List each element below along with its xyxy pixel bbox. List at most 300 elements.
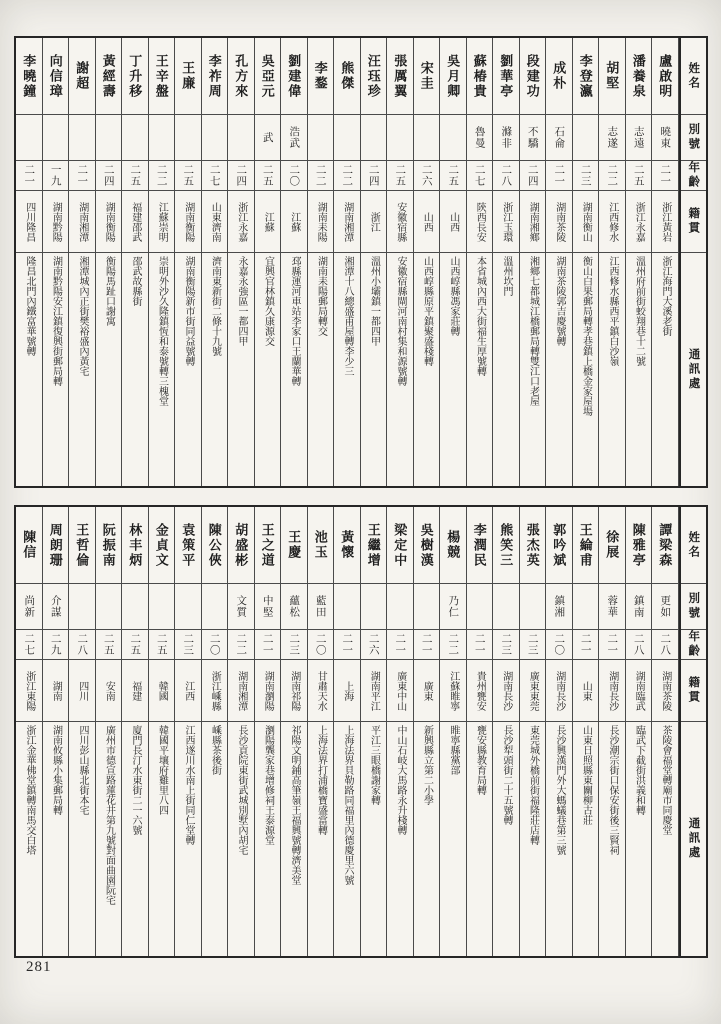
person-native-place: 湖南湘潭 (341, 201, 353, 242)
person-name: 林丰炳 (127, 522, 143, 568)
person-column (96, 38, 123, 486)
person-native-cell (387, 659, 413, 721)
person-column (387, 38, 414, 486)
person-native-cell (599, 190, 625, 252)
person-name-cell (599, 38, 625, 114)
person-address-cell (546, 721, 572, 956)
person-address-cell (467, 252, 493, 486)
person-name-cell (493, 38, 519, 114)
person-column (308, 507, 335, 956)
person-native-place: 韓國 (156, 680, 168, 701)
person-age: 二一 (420, 633, 432, 656)
person-native-place: 上海 (341, 680, 353, 701)
person-native-cell (122, 190, 148, 252)
person-native-place: 浙江永嘉 (633, 201, 645, 242)
person-age-cell (467, 629, 493, 659)
person-native-cell (652, 190, 678, 252)
person-age-cell (308, 629, 334, 659)
person-name: 王之道 (259, 522, 275, 568)
person-age: 二八 (500, 164, 512, 187)
person-native-place: 廣東東莞 (527, 670, 539, 711)
person-address-cell (43, 721, 69, 956)
person-column (493, 507, 520, 956)
person-name: 蘇椿貴 (471, 53, 487, 99)
person-name: 李曉鐘 (21, 53, 37, 99)
person-address: 湘鄉七都城江橋郵局轉雙江口老屋 (527, 256, 539, 406)
person-name: 黃懷 (339, 530, 355, 560)
person-native-place: 福建邵武 (129, 201, 141, 242)
person-alias-cell (122, 583, 148, 629)
person-native-cell (440, 190, 466, 252)
person-name: 金貞文 (153, 522, 169, 568)
directory-table-bottom (14, 505, 708, 958)
person-age: 二二 (606, 164, 618, 187)
person-name-cell (228, 507, 254, 583)
person-alias: 乃仁 (447, 595, 459, 618)
person-native-place: 山西 (447, 211, 459, 232)
person-native-cell (520, 190, 546, 252)
person-name-cell (96, 38, 122, 114)
person-name: 潘養泉 (630, 53, 646, 99)
person-address-cell (255, 721, 281, 956)
person-name-cell (149, 38, 175, 114)
person-age: 二二 (155, 164, 167, 187)
person-name: 李祚周 (206, 53, 222, 99)
person-native-place: 湖南衡陽 (182, 201, 194, 242)
person-alias-cell (202, 114, 228, 160)
person-column (16, 38, 43, 486)
person-alias-cell (440, 114, 466, 160)
header-alias-label: 別號 (687, 592, 700, 621)
person-column (43, 507, 70, 956)
person-age: 一九 (49, 164, 61, 187)
person-age: 二八 (76, 633, 88, 656)
person-name: 宋圭 (418, 61, 434, 91)
person-name: 胡堅 (604, 61, 620, 91)
person-age-cell (149, 629, 175, 659)
person-address: 上海法界貝勒路同福里內德慶里六號 (342, 725, 353, 885)
person-native-place: 浙江玉環 (500, 201, 512, 242)
person-age-cell (281, 629, 307, 659)
person-alias: 志遂 (606, 126, 618, 149)
person-address-cell (361, 721, 387, 956)
person-column (573, 38, 600, 486)
person-address: 睢寧縣黨部 (448, 725, 459, 775)
person-alias-cell (387, 583, 413, 629)
person-address-cell (308, 252, 334, 486)
person-native-cell (43, 659, 69, 721)
person-name-cell (599, 507, 625, 583)
person-age-cell (599, 629, 625, 659)
person-address-cell (255, 252, 281, 486)
person-native-cell (414, 190, 440, 252)
person-age-cell (546, 629, 572, 659)
person-name: 袁策平 (180, 522, 196, 568)
person-address: 長沙潮宗街口保安街後三賢祠 (607, 725, 618, 855)
person-age-cell (149, 160, 175, 190)
person-name: 王繼增 (365, 522, 381, 568)
person-age: 二一 (261, 633, 273, 656)
person-name-cell (202, 507, 228, 583)
person-alias-cell (149, 583, 175, 629)
person-age-cell (440, 160, 466, 190)
header-native-cell (681, 190, 707, 252)
person-age: 二五 (447, 164, 459, 187)
person-address: 祁陽文明鋪高筆嶺王福興號轉濟美堂 (289, 725, 300, 885)
person-address: 江西修水縣西平鎮白沙嶺 (607, 256, 618, 366)
person-address-cell (520, 721, 546, 956)
person-age-cell (361, 160, 387, 190)
person-native-place: 江蘇 (262, 211, 274, 232)
person-alias-cell (414, 114, 440, 160)
person-alias: 中堅 (261, 595, 273, 618)
person-address: 溫州府前街蛟翔巷十二號 (633, 256, 645, 366)
person-address: 長沙貢院東街武城別墅內胡宅 (236, 725, 247, 855)
person-name-cell (467, 38, 493, 114)
person-address-cell (149, 252, 175, 486)
person-name: 劉華亭 (498, 53, 514, 99)
person-native-cell (308, 190, 334, 252)
person-age-cell (414, 629, 440, 659)
person-native-place: 廣東 (421, 680, 433, 701)
person-address: 崇明外沙久隆鎮恆和泰號轉三槐堂 (156, 256, 168, 406)
person-column (573, 507, 600, 956)
person-name: 譚梁森 (657, 522, 673, 568)
person-alias-cell (361, 583, 387, 629)
person-column (149, 507, 176, 956)
person-column (361, 507, 388, 956)
person-address-cell (69, 721, 95, 956)
person-age-cell (440, 629, 466, 659)
person-name: 段建功 (524, 53, 540, 99)
header-address-cell (681, 721, 707, 956)
person-column (228, 38, 255, 486)
person-age-cell (43, 160, 69, 190)
person-native-cell (202, 190, 228, 252)
person-alias: 尚新 (23, 595, 35, 618)
person-native-place: 湖南 (50, 680, 62, 701)
person-alias-cell (228, 583, 254, 629)
person-age: 二五 (394, 164, 406, 187)
person-native-place: 福建 (129, 680, 141, 701)
person-native-place: 江西修水 (606, 201, 618, 242)
person-age: 二一 (341, 633, 353, 656)
person-column (546, 507, 573, 956)
person-column (228, 507, 255, 956)
person-name-cell (440, 38, 466, 114)
person-age: 二一 (579, 633, 591, 656)
person-age-cell (361, 629, 387, 659)
person-age: 二五 (261, 164, 273, 187)
person-name: 吳亞元 (259, 53, 275, 99)
person-address-cell (652, 721, 678, 956)
person-name-cell (308, 38, 334, 114)
person-native-place: 湖南長沙 (553, 670, 565, 711)
person-address: 安徽宿縣閘河南村集和源號轉 (395, 256, 406, 386)
person-age-cell (493, 160, 519, 190)
person-column (281, 38, 308, 486)
person-name-cell (69, 507, 95, 583)
person-address: 四川彭山縣北街本宅 (77, 725, 88, 815)
person-address-cell (573, 252, 599, 486)
person-age: 二一 (76, 164, 88, 187)
person-age-cell (387, 160, 413, 190)
person-age: 二八 (632, 633, 644, 656)
person-native-cell (493, 190, 519, 252)
person-age-cell (573, 629, 599, 659)
person-age-cell (467, 160, 493, 190)
person-column (16, 507, 43, 956)
person-column (440, 507, 467, 956)
person-native-cell (626, 190, 652, 252)
person-age: 二三 (579, 164, 591, 187)
person-native-cell (334, 659, 360, 721)
person-address-cell (175, 252, 201, 486)
person-native-place: 山西 (421, 211, 433, 232)
person-native-cell (626, 659, 652, 721)
person-age: 二二 (341, 164, 353, 187)
person-native-cell (202, 659, 228, 721)
person-column (122, 38, 149, 486)
person-alias-cell (334, 114, 360, 160)
person-name-cell (546, 507, 572, 583)
person-native-place: 安南 (103, 680, 115, 701)
person-address-cell (334, 252, 360, 486)
person-address: 本省城內西大街福生厚號轉 (474, 256, 486, 376)
person-age: 二六 (420, 164, 432, 187)
person-column (652, 38, 679, 486)
person-native-cell (43, 190, 69, 252)
person-name: 吳月卿 (445, 53, 461, 99)
person-address-cell (96, 252, 122, 486)
person-age-cell (43, 629, 69, 659)
person-alias-cell (520, 114, 546, 160)
person-column (149, 38, 176, 486)
person-native-cell (255, 659, 281, 721)
person-name-cell (281, 38, 307, 114)
person-name: 周朗珊 (47, 522, 63, 568)
person-alias-cell (43, 583, 69, 629)
person-address-cell (16, 721, 42, 956)
person-native-cell (599, 659, 625, 721)
person-age-cell (387, 629, 413, 659)
person-address-cell (96, 721, 122, 956)
person-age-cell (493, 629, 519, 659)
header-address-label: 通訊處 (687, 817, 700, 861)
person-column (493, 38, 520, 486)
person-native-place: 江蘇 (288, 211, 300, 232)
person-native-cell (16, 659, 42, 721)
header-column (679, 38, 707, 486)
person-name-cell (122, 38, 148, 114)
person-address-cell (440, 252, 466, 486)
person-age: 二〇 (288, 164, 300, 187)
person-address: 長沙興漢門外大螞蟻巷第三號 (554, 725, 565, 855)
person-age: 二五 (632, 164, 644, 187)
person-address: 濟南東新街二條十九號 (209, 256, 221, 356)
person-address-cell (573, 721, 599, 956)
person-address-cell (467, 721, 493, 956)
person-address-cell (361, 252, 387, 486)
person-address-cell (626, 252, 652, 486)
person-native-place: 江蘇睢寧 (447, 670, 459, 711)
person-native-place: 湖南平江 (368, 670, 380, 711)
person-native-place: 山東 (580, 680, 592, 701)
person-address: 東莞城外橋前街福隆莊店轉 (527, 725, 539, 845)
person-name-cell (149, 507, 175, 583)
person-name-cell (387, 507, 413, 583)
person-native-place: 四川 (76, 680, 88, 701)
person-age: 二二 (447, 633, 459, 656)
person-name: 盧啟明 (657, 53, 673, 99)
person-name: 丁升移 (127, 53, 143, 99)
person-address-cell (493, 721, 519, 956)
person-alias: 武 (261, 131, 273, 144)
header-alias-cell (681, 114, 707, 160)
person-name-cell (334, 38, 360, 114)
person-native-cell (546, 659, 572, 721)
person-address: 湖南耒陽郵局轉交 (315, 256, 327, 336)
person-address-cell (149, 721, 175, 956)
person-native-cell (281, 190, 307, 252)
person-alias: 藍田 (314, 595, 326, 618)
person-column (255, 507, 282, 956)
person-address-cell (16, 252, 42, 486)
person-name: 張杰英 (524, 522, 540, 568)
person-native-cell (414, 659, 440, 721)
person-age: 二四 (102, 164, 114, 187)
person-alias-cell (69, 114, 95, 160)
person-name: 郭吟斌 (551, 522, 567, 568)
person-address: 湘潭城內正街樊裕盛內黃宅 (77, 256, 88, 376)
person-age-cell (573, 160, 599, 190)
person-name-cell (573, 507, 599, 583)
person-name-cell (43, 38, 69, 114)
person-native-cell (440, 659, 466, 721)
person-age-cell (308, 160, 334, 190)
person-age: 二一 (473, 633, 485, 656)
person-name: 成朴 (551, 61, 567, 91)
person-name-cell (361, 38, 387, 114)
person-address-cell (202, 721, 228, 956)
person-alias: 鎮湘 (553, 595, 565, 618)
person-age-cell (228, 629, 254, 659)
person-name-cell (626, 507, 652, 583)
person-alias: 介謀 (49, 595, 61, 618)
person-native-place: 廣東中山 (394, 670, 406, 711)
person-address-cell (69, 252, 95, 486)
person-native-cell (228, 659, 254, 721)
person-name-cell (520, 507, 546, 583)
person-age: 二四 (526, 164, 538, 187)
person-alias-cell (16, 583, 42, 629)
person-address: 衡山白果郵局轉孝巷鎮上橋金家屋場 (580, 256, 592, 416)
person-native-cell (387, 190, 413, 252)
person-address: 廈門長汀水東街二一六號 (130, 725, 141, 835)
person-alias-cell (546, 583, 572, 629)
person-column (546, 38, 573, 486)
person-name: 張厲翼 (392, 53, 408, 99)
person-column (387, 507, 414, 956)
person-alias-cell (652, 583, 678, 629)
person-native-cell (96, 190, 122, 252)
person-column (69, 38, 96, 486)
person-address-cell (281, 721, 307, 956)
person-name: 熊笑三 (498, 522, 514, 568)
person-age: 二二 (235, 633, 247, 656)
person-column (281, 507, 308, 956)
person-native-cell (493, 659, 519, 721)
person-address-cell (599, 252, 625, 486)
person-age-cell (626, 629, 652, 659)
person-age-cell (652, 629, 678, 659)
person-age: 二四 (367, 164, 379, 187)
person-alias-cell (414, 583, 440, 629)
person-address-cell (228, 721, 254, 956)
person-name-cell (493, 507, 519, 583)
person-age: 二六 (367, 633, 379, 656)
person-age-cell (96, 160, 122, 190)
person-address: 長沙犁頭街二十五號轉 (501, 725, 512, 825)
person-native-place: 四川隆昌 (23, 201, 35, 242)
person-age-cell (599, 160, 625, 190)
person-alias-cell (493, 114, 519, 160)
person-native-place: 湖南長沙 (606, 670, 618, 711)
person-age: 二五 (129, 164, 141, 187)
person-age: 二三 (182, 633, 194, 656)
person-alias-cell (69, 583, 95, 629)
person-alias-cell (175, 583, 201, 629)
person-column (334, 507, 361, 956)
person-alias: 曉東 (659, 126, 671, 149)
person-column (202, 38, 229, 486)
person-age: 二〇 (314, 633, 326, 656)
person-name-cell (96, 507, 122, 583)
person-name: 王廉 (180, 61, 196, 91)
person-address: 湘潭十八總盛甫屋轉李少三 (342, 256, 353, 376)
person-native-cell (122, 659, 148, 721)
person-native-cell (308, 659, 334, 721)
person-alias-cell (122, 114, 148, 160)
person-name: 徐展 (604, 530, 620, 560)
person-native-cell (175, 190, 201, 252)
person-column (440, 38, 467, 486)
person-age: 二一 (553, 164, 565, 187)
person-alias-cell (652, 114, 678, 160)
person-alias-cell (387, 114, 413, 160)
person-native-place: 湖南湘潭 (76, 201, 88, 242)
person-alias-cell (228, 114, 254, 160)
person-name: 向信璋 (47, 53, 63, 99)
header-native-label: 籍貫 (687, 207, 700, 236)
person-column (652, 507, 679, 956)
page-number: 281 (26, 959, 52, 975)
person-name-cell (255, 507, 281, 583)
person-age: 二五 (155, 633, 167, 656)
person-native-place: 浙江黃岩 (659, 201, 671, 242)
person-column (175, 507, 202, 956)
person-address: 廣州市德宣路蓮花井第九號對面曲園阮宅 (103, 725, 115, 905)
person-native-cell (228, 190, 254, 252)
person-age-cell (520, 629, 546, 659)
header-address-label: 通訊處 (687, 347, 700, 392)
person-name: 王慶 (286, 530, 302, 560)
person-age-cell (520, 160, 546, 190)
person-native-place: 浙江嵊縣 (209, 670, 221, 711)
person-native-place: 江西 (182, 680, 194, 701)
person-native-cell (546, 190, 572, 252)
header-age-cell (681, 160, 707, 190)
